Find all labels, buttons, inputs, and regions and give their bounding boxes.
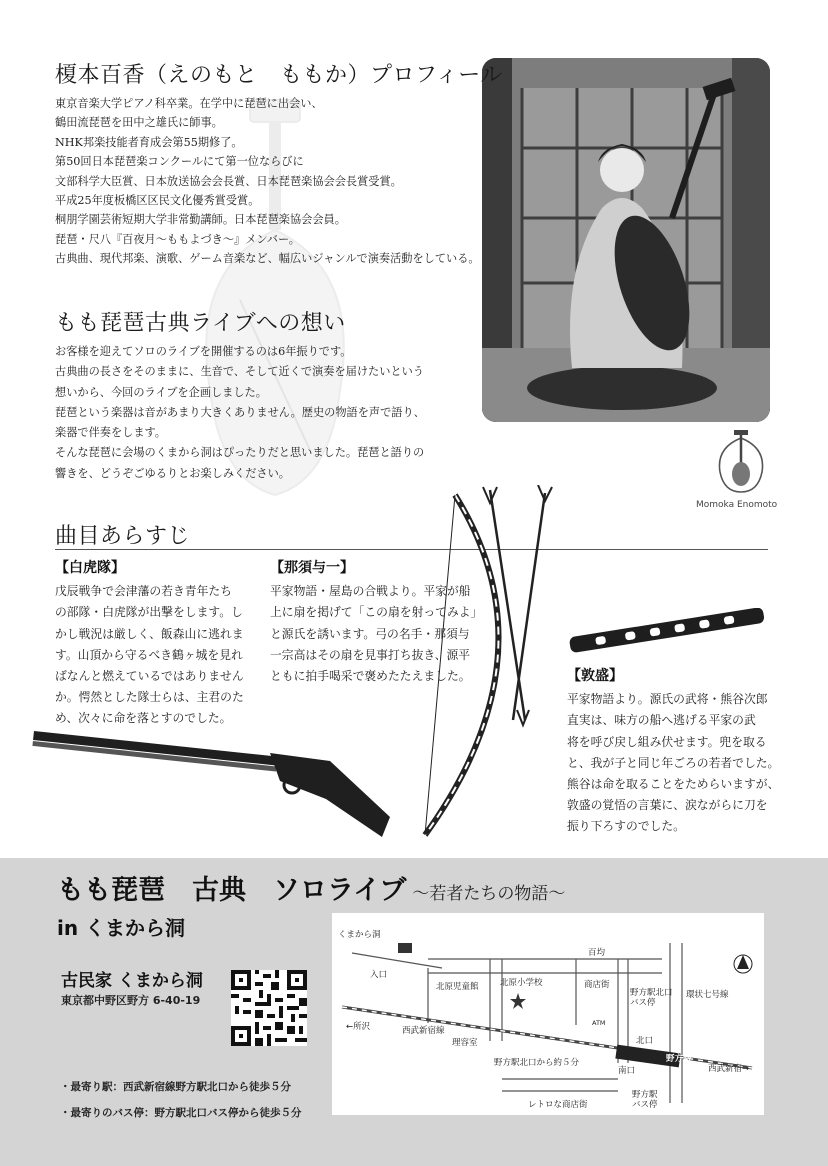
thoughts-line: 響きを、どうぞごゆるりとお楽しみください。 [55, 466, 290, 480]
nasu-line: 上に扇を掲げて「この扇を射ってみよ」 [270, 605, 483, 620]
event-title [57, 868, 565, 907]
map-label-shopping: 商店街 [584, 980, 610, 990]
map-label-seibu-shinjuku: 西武新宿→ [708, 1064, 750, 1074]
map-label-bus-north2: バス停 [630, 998, 656, 1008]
atsumori-title: 【敦盛】 [567, 668, 623, 684]
byakkotai-title: 【白虎隊】 [55, 560, 125, 576]
photo-illustration [482, 58, 770, 422]
map-label-barber: 理容室 [452, 1038, 478, 1048]
access-line: ・最寄り駅：西武新宿線野方駅北口から徒歩５分 [60, 1081, 291, 1093]
map-label-childhall: 北原児童館 [436, 982, 479, 992]
venue-name: 古民家 くまから洞 [61, 971, 203, 991]
atsumori-line: と、我が子と同じ年ごろの若者でした。 [567, 755, 780, 770]
profile-line: 琵琶・尺八『百夜月〜ももよづき〜』メンバー。 [55, 232, 300, 246]
map-label-venue: くまから洞 [338, 930, 381, 940]
logo-caption: Momoka Enomoto [696, 500, 778, 510]
atsumori-section [567, 666, 779, 838]
venue-map[interactable] [332, 913, 764, 1115]
map-label-entrance: 入口 [370, 970, 388, 980]
profile-line: 鶴田流琵琶を田中之雄氏に師事。 [55, 116, 223, 130]
profile-line: 第50回日本琵琶楽コンクールにて第一位ならびに [55, 155, 304, 169]
byakkotai-line: かし戦況は厳しく、飯森山に逃れま [55, 626, 244, 641]
profile-line: 平成25年度板橋区区民文化優秀賞受賞。 [55, 194, 260, 208]
venue-line: in くまから洞 [57, 916, 186, 940]
byakkotai-line: の部隊・白虎隊が出撃をします。し [55, 605, 243, 620]
thoughts-line: そんな琵琶に会場のくまから洞はぴったりだと思いました。琵琶と語りの [55, 446, 425, 460]
nasu-title: 【那須与一】 [270, 560, 354, 576]
map-label-station: 野方駅 [666, 1054, 692, 1064]
byakkotai-line: 戊辰戦争で会津藩の若き青年たち [55, 584, 232, 599]
map-label-seibu-line: 西武新宿線 [402, 1026, 445, 1036]
map-label-south-exit: 南口 [618, 1066, 636, 1076]
thoughts-line: 想いから、今回のライブを企画しました。 [55, 385, 267, 399]
byakkotai-line: め、次々に命を落とすのでした。 [55, 711, 232, 726]
byakkotai-line: す。山頂から守るべき鶴ヶ城を見れ [55, 647, 243, 662]
map-label-walk: 野方駅北口から約５分 [494, 1058, 580, 1068]
byakkotai-section [55, 558, 244, 730]
profile-text [55, 94, 480, 269]
performer-photo [482, 58, 770, 422]
map-label-bus-north: 野方駅北口 [630, 988, 673, 998]
atsumori-line: 振り下ろすのでした。 [567, 819, 685, 834]
map-label-tokorozawa: ←所沢 [346, 1022, 371, 1032]
flute-icon [565, 608, 770, 654]
qr-code[interactable] [231, 970, 307, 1046]
profile-line: 桐朋学園芸術短期大学非常勤講師。日本琵琶楽協会会員。 [55, 213, 346, 227]
access-line: ・最寄りのバス停：野方駅北口バス停から徒歩５分 [60, 1107, 302, 1119]
map-label-north-exit: 北口 [636, 1036, 654, 1046]
profile-heading: 榎本百香（えのもと ももか）プロフィール [55, 63, 503, 88]
map-label-school: 北原小学校 [500, 978, 543, 988]
profile-line: NHK邦楽技能者育成会第55期修了。 [55, 135, 243, 149]
venue-address: 東京都中野区野方 6-40-19 [61, 994, 201, 1007]
map-label-ring7: 環状七号線 [686, 990, 729, 1000]
map-label-hyakkin: 百均 [588, 948, 606, 958]
thoughts-line: 琵琶という楽器は音があまり大きくありません。歴史の物語を声で語り、 [55, 405, 425, 419]
access-info [60, 1074, 302, 1126]
profile-line: 文部科学大臣賞、日本放送協会会長賞、日本琵琶楽協会会長賞受賞。 [55, 174, 402, 188]
map-label-atm: ATM [592, 1019, 606, 1027]
atsumori-line: 敦盛の覚悟の言葉に、涙ながらに刀を [567, 798, 768, 813]
map-label-bus-nogata2: バス停 [632, 1100, 658, 1110]
thoughts-line: お客様を迎えてソロのライブを開催するのは6年振りです。 [55, 345, 352, 358]
map-label-bus-nogata: 野方駅 [632, 1090, 658, 1100]
profile-line: 東京音楽大学ピアノ科卒業。在学中に琵琶に出会い、 [55, 97, 323, 110]
nasu-line: と源氏を誘います。弓の名手・那須与 [270, 626, 470, 641]
rifle-icon [30, 725, 400, 845]
thoughts-line: 楽器で伴奏をします。 [55, 426, 166, 440]
nasu-line: ともに拍手喝采で褒めたたえました。 [270, 669, 471, 684]
bow-and-arrows-icon [395, 485, 565, 855]
thoughts-heading: もも琵琶古典ライブへの想い [55, 311, 346, 336]
map-label-retro-street: レトロな商店街 [528, 1100, 588, 1110]
byakkotai-line: か。愕然とした隊士らは、主君のた [55, 690, 244, 705]
thoughts-text [55, 342, 425, 484]
profile-line: 古典曲、現代邦楽、演歌、ゲーム音楽など、幅広いジャンルで演奏活動をしている。 [55, 252, 480, 266]
event-title-main: もも琵琶 古典 ソロライブ [57, 875, 407, 906]
event-title-sub: 〜若者たちの物語〜 [412, 884, 566, 904]
peach-biwa-logo-icon [706, 430, 776, 496]
nasu-line: 一宗高はその扇を見事打ち抜き、源平 [270, 647, 471, 662]
nasu-line: 平家物語・屋島の合戦より。平家が船 [270, 584, 471, 599]
atsumori-line: 直実は、味方の船へ逃げる平家の武 [567, 713, 756, 728]
synopsis-heading: 曲目あらすじ [55, 524, 191, 549]
atsumori-line: 熊谷は命を取ることをためらいますが、 [567, 777, 780, 792]
atsumori-line: 将を呼び戻し組み伏せます。兜を取る [567, 734, 767, 749]
thoughts-line: 古典曲の長さをそのままに、生音で、そして近くで演奏を届けたいという [55, 365, 424, 379]
byakkotai-line: ばなんと燃えているではありません [55, 669, 244, 684]
atsumori-line: 平家物語より。源氏の武将・熊谷次郎 [567, 692, 768, 707]
